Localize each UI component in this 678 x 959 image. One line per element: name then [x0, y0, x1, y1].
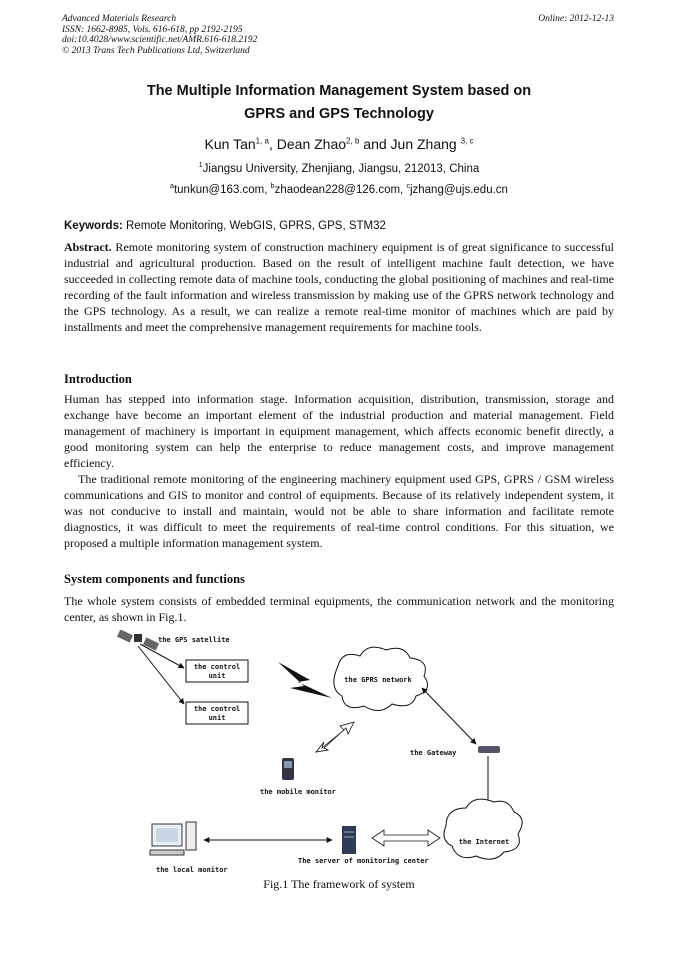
email-list — [0, 183, 678, 196]
local-monitor-label: the local monitor — [156, 866, 228, 874]
issn-line: ISSN: 1662-8985, Vols. 616-618, pp 2192-2195 — [62, 24, 243, 35]
abstract-label: Abstract. — [64, 240, 112, 254]
affiliation — [0, 162, 678, 175]
journal-name: Advanced Materials Research — [62, 14, 177, 24]
author-1-sup: 1, a — [255, 136, 269, 146]
author-2-sup: 2, b — [346, 136, 360, 146]
email-b-sup: b — [270, 183, 275, 190]
mobile-label: the mobile monitor — [260, 788, 336, 796]
abstract-text: Remote monitoring system of construction machinery equipment is of great significance to successful industrial and agricultural production. Based on the result of intelligent machine fault detection, we have succeeded in collecting remote data of machine tools, conducting the global positioning of machines and real-time recording of the fault information and wireless transmission by making use of the GPRS network technology and the GPS technology. As a result, we can realize a remote real-time monitor of machines which are paid by installments and meet the comprehensive management requirements for machine tools. — [64, 240, 614, 334]
author-2: , Dean Zhao — [268, 136, 347, 152]
paper-title — [0, 80, 678, 126]
control-unit-2-line2: unit — [208, 714, 226, 722]
control-unit-1-line2: unit — [208, 672, 226, 680]
title-line-2: GPRS and GPS Technology — [244, 106, 434, 122]
abstract — [64, 240, 614, 335]
email-a-sup: a — [170, 183, 174, 190]
arrow-sat-control1 — [140, 644, 184, 668]
author-3: and Jun Zhang — [359, 136, 461, 152]
keywords-text: Remote Monitoring, WebGIS, GPRS, GPS, STM32 — [122, 220, 386, 232]
computer-icon — [150, 822, 196, 855]
affiliation-text: Jiangsu University, Zhenjiang, Jiangsu, 212013, China — [202, 162, 480, 175]
wireless-bolt-icon — [278, 662, 332, 698]
mobile-screen-icon — [284, 761, 292, 768]
gprs-label: the GPRS network — [344, 676, 412, 684]
title-line-1: The Multiple Information Management System based on — [146, 83, 532, 99]
author-3-sup: 3, c — [460, 136, 474, 146]
satellite-icon — [117, 630, 159, 651]
system-paragraph-1: The whole system consists of embedded terminal equipments, the communication network and the monitoring center, as shown in Fig.1. — [64, 594, 614, 624]
author-list — [0, 136, 678, 152]
internet-label: the Internet — [458, 838, 510, 846]
server-label: The server of monitoring center — [298, 857, 429, 865]
hollow-arrow-mobile-gprs — [316, 722, 354, 752]
system-heading: System components and functions — [64, 572, 245, 586]
email-c: jzhang@ujs.edu.cn — [409, 183, 508, 196]
affiliation-sup: 1 — [198, 162, 203, 169]
author-1: Kun Tan — [204, 136, 256, 152]
copyright-line: © 2013 Trans Tech Publications Ltd, Switzerland — [62, 45, 250, 56]
hollow-arrow-server-internet — [372, 830, 440, 846]
intro-heading: Introduction — [64, 372, 132, 386]
doi-line: doi:10.4028/www.scientific.net/AMR.616-618.2192 — [62, 35, 258, 46]
gateway-icon — [478, 746, 500, 753]
figure-caption: Fig.1 The framework of system — [263, 877, 415, 891]
email-a: tunkun@163.com, — [173, 183, 271, 196]
internet-cloud — [444, 799, 522, 859]
journal-header — [62, 14, 257, 56]
control-unit-1-line1: the control — [193, 663, 241, 671]
control-unit-2-line1: the control — [193, 705, 241, 713]
server-icon — [342, 826, 356, 854]
framework-diagram — [110, 630, 530, 875]
email-b: zhaodean228@126.com, — [274, 183, 407, 196]
intro-paragraph-2: The traditional remote monitoring of the engineering machinery equipment used GPS, GPRS / GSM wireless communications and GIS to monitor and control of equipments. Because of its relatively independent system, it was not conducive to install and maintain, would not be able to share information and facilitate remote diagnostics, it was difficult to meet the requirements of real-time control conditions. For this situation, we proposed a multiple information management system. — [64, 472, 614, 550]
online-date: Online: 2012-12-13 — [538, 14, 614, 24]
keywords — [64, 220, 386, 232]
email-c-sup: c — [406, 183, 410, 190]
keywords-label: Keywords: — [64, 220, 123, 232]
gps-label: the GPS satellite — [158, 636, 230, 644]
gateway-label: the Gateway — [410, 749, 457, 757]
system-framework-figure — [110, 630, 530, 875]
arrow-sat-control2 — [138, 646, 184, 704]
arrow-gprs-gateway — [422, 688, 476, 744]
intro-paragraph-1: Human has stepped into information stage. Information acquisition, distribution, transmission, storage and exchange have become an important element of the industrial production and material management. Field management of machinery is important in equipment management, which affects economic benefit directly, a good monitoring system can help the enterprise to reduce management costs, and improve management efficiency. — [64, 392, 614, 470]
